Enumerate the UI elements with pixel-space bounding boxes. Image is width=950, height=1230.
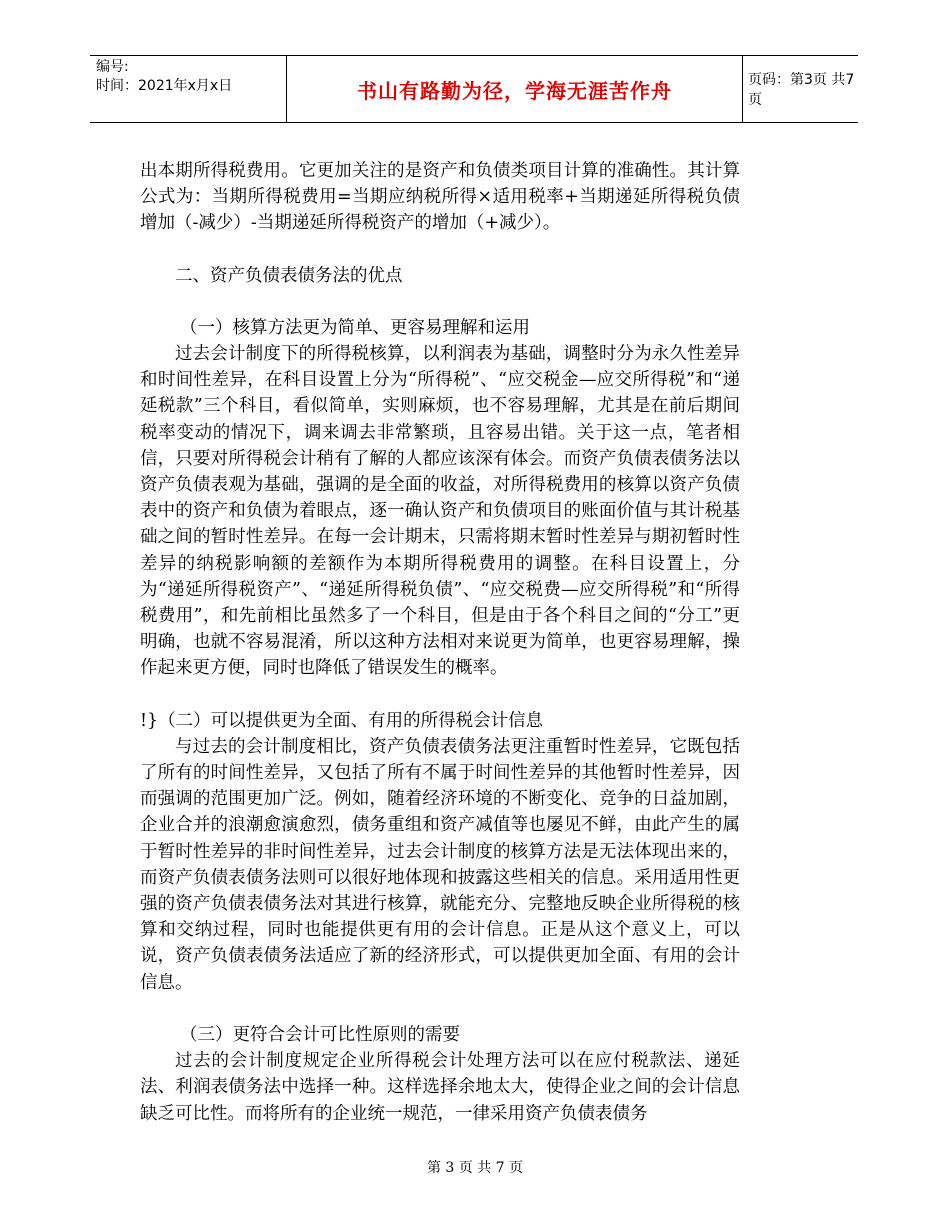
paragraph-3: 与过去的会计制度相比，资产负债表债务法更注重暂时性差异，它既包括了所有的时间性差异，又包括了所有不属于时间性差异的其他暂时性差异，因而强调的范围更加广泛。例如，随着经济环境的不断变化、竞争的日益加剧，企业合并的浪潮愈演愈烈，债务重组和资产减值等也屡见不鲜，由此产生的属于暂时性差异的非时间性差异，过去会计制度的核算方法是无法体现出来的，而资产负债表债务法则可以很好地体现和披露这些相关的信息。采用适用性更强的资产负债表债务法对其进行核算，就能充分、完整地反映企业所得税的核算和交纳过程，同时也能提供更有用的会计信息。正是从这个意义上，可以说，资产负债表债务法适应了新的经济形式，可以提供更加全面、有用的会计信息。 — [140, 736, 740, 993]
paragraph-1: 出本期所得税费用。它更加关注的是资产和负债类项目计算的准确性。其计算公式为：当期所得税费用=当期应纳税所得×适用税率+当期递延所得税负债增加（-减少）-当期递延所得税资产的增加（+减少）。 — [140, 161, 740, 234]
subsection-heading-3: （三）更符合会计可比性原则的需要 — [180, 1024, 460, 1045]
paragraph-2: 过去会计制度下的所得税核算，以利润表为基础，调整时分为永久性差异和时间性差异，在科目设置上分为“所得税”、“应交税金—应交所得税”和“递延税款”三个科目，看似简单，实则麻烦，也不容易理解，尤其是在前后期间税率变动的情况下，调来调去非常繁琐，且容易出错。关于这一点，笔者相信，只要对所得税会计稍有了解的人都应该深有体会。而资产负债表债务法以资产负债表观为基础，强调的是全面的收益，对所得税费用的核算以资产负债表中的资产和负债为着眼点，逐一确认资产和负债项目的账面价值与其计税基础之间的暂时性差异。在每一会计期末，只需将期末暂时性差异与期初暂时性差异的纳税影响额的差额作为本期所得税费用的调整。在科目设置上，分为“递延所得税资产”、“递延所得税负债”、“应交税费—应交所得税”和“所得税费用”，和先前相比虽然多了一个科目，但是由于各个科目之间的“分工”更明确，也就不容易混淆，所以这种方法相对来说更为简单，也更容易理解，操作起来更方便，同时也降低了错误发生的概率。 — [140, 344, 740, 679]
page-footer: 第 3 页 共 7 页 — [426, 1160, 524, 1176]
paragraph-4: 过去的会计制度规定企业所得税会计处理方法可以在应付税款法、递延法、利润表债务法中选择一种。这样选择余地太大，使得企业之间的会计信息缺乏可比性。而将所有的企业统一规范，一律采用资产负债表债务 — [140, 1051, 740, 1124]
time-label: 时间：2021年x月x日 — [96, 78, 233, 94]
header-motto: 书山有路勤为径，学海无涯苦作舟 — [286, 56, 743, 122]
number-label: 编号: — [96, 59, 129, 75]
document-body — [140, 158, 740, 1127]
header-page-info: 页码：第3页 共7页 — [748, 72, 855, 108]
subsection-heading-2: !}（二）可以提供更为全面、有用的所得税会计信息 — [140, 710, 544, 731]
subsection-heading-1: （一）核算方法更为简单、更容易理解和运用 — [180, 317, 530, 338]
page-header — [90, 55, 858, 123]
header-meta — [90, 56, 287, 122]
section-heading: 二、资产负债表债务法的优点 — [175, 265, 403, 286]
